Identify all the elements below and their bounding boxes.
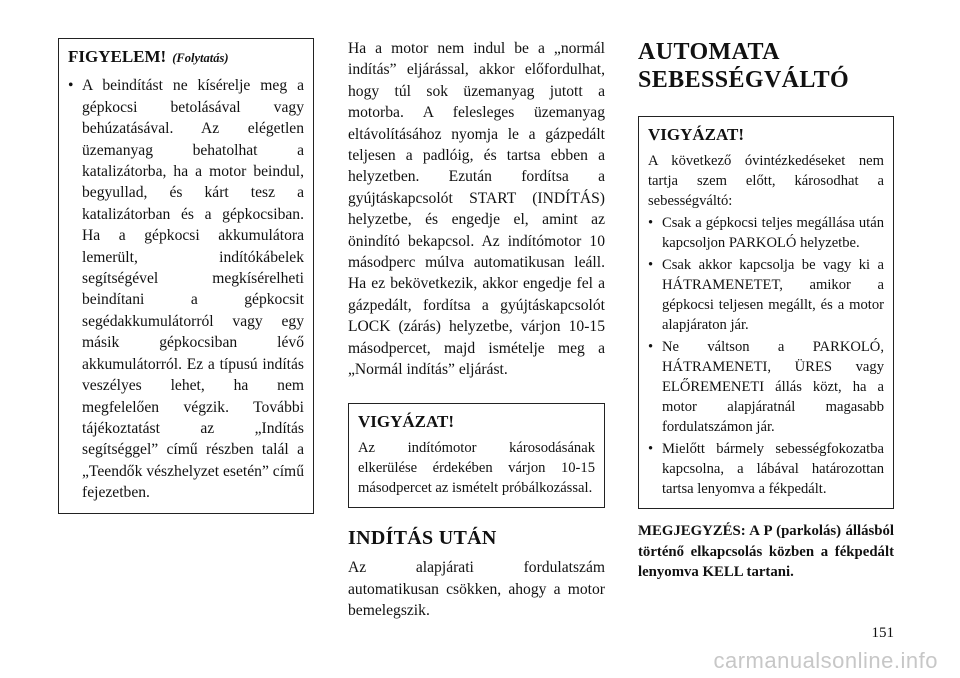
- warning-list: [68, 75, 304, 503]
- right-column: [638, 38, 894, 583]
- caution-title: VIGYÁZAT!: [648, 125, 745, 144]
- middle-column: [348, 38, 605, 622]
- chapter-title-line1: AUTOMATA: [638, 39, 780, 65]
- list-item: • Mielőtt bármely sebességfokozatba kapcsolna, a lábával határozottan tartsa lenyomva a fékpedált.: [648, 439, 884, 499]
- list-item: • A beindítást ne kísérelje meg a gépkocsi betolásával vagy behúzatásával. Az elégetlen üzemanyag behatolhat a katalizátorba, ha a motor beindul, begyullad, és kárt tesz a katalizátorban és a gépkocsiban. Ha a gépkocsi akkumulátora lemerült, indítókábelek segítségével megkísérelheti beindítani a gépkocsit segédakkumulátorról vagy egy másik gépkocsiban lévő akkumulátorról. Ez a típusú indítás veszélyes lehet, ha nem megfelelően végzik. További tájékoztatást az „Indítás segítséggel” című részben talál a „Teendők vészhelyzet esetén” című fejezetben.: [68, 75, 304, 503]
- warning-subtitle: (Folytatás): [172, 51, 229, 65]
- section-text: Az alapjárati fordulatszám automatikusan csökken, ahogy a motor bemelegszik.: [348, 559, 605, 620]
- watermark: carmanualsonline.info: [713, 648, 938, 673]
- warning-box: [58, 38, 314, 514]
- note-paragraph: MEGJEGYZÉS: A P (parkolás) állásból történő elkapcsolás közben a fékpedált lenyomva KELL tartani.: [638, 523, 894, 581]
- caution-title: VIGYÁZAT!: [358, 411, 455, 431]
- chapter-title-line2: SEBESSÉGVÁLTÓ: [638, 67, 850, 93]
- caution-box-transmission: [638, 116, 894, 509]
- flooded-engine-paragraph: Ha a motor nem indul be a „normál indítás” eljárással, akkor előfordulhat, hogy túl sok üzemanyag jutott a motorba. A felesleges üzemanyag eltávolításához nyomja le a gázpedált teljesen a padlóig, és tartsa ebben a helyzetben. Ezután fordítsa a gyújtáskapcsolót START (INDÍTÁS) helyzetbe, és engedje el, amint az önindító bekapcsol. Az indítómotor 10 másodperc múlva automatikusan leáll. Ha ez bekövetkezik, akkor engedje fel a gázpedált, fordítsa a gyújtáskapcsolót LOCK (zárás) helyzetbe, várjon 10-15 másodpercet, majd ismételje meg a „Normál indítás” eljárást.: [348, 40, 605, 379]
- caution-box: [348, 403, 605, 508]
- left-column: [58, 38, 314, 514]
- caution-list: [648, 213, 884, 499]
- section-title: INDÍTÁS UTÁN: [348, 526, 497, 549]
- list-item: • Csak akkor kapcsolja be vagy ki a HÁTRAMENETET, amikor a gépkocsi teljesen megállt, és a motor alapjáraton jár.: [648, 255, 884, 335]
- list-item: • Csak a gépkocsi teljes megállása után kapcsoljon PARKOLÓ helyzetbe.: [648, 213, 884, 253]
- chapter-title: [638, 38, 894, 94]
- list-item: • Ne váltson a PARKOLÓ, HÁTRAMENETI, ÜRES vagy ELŐREMENETI állás közt, ha a motor alapjáratnál magasabb fordulatszámon jár.: [648, 337, 884, 437]
- warning-title-text: FIGYELEM!: [68, 47, 167, 66]
- warning-title: [68, 46, 304, 69]
- page-number: 151: [871, 625, 894, 641]
- caution-intro: A következő óvintézkedéseket nem tartja szem előtt, károsodhat a sebességváltó:: [648, 153, 884, 210]
- caution-text: Az indítómotor károsodásának elkerülése érdekében várjon 10-15 másodpercet az ismételt próbálkozással.: [358, 439, 595, 496]
